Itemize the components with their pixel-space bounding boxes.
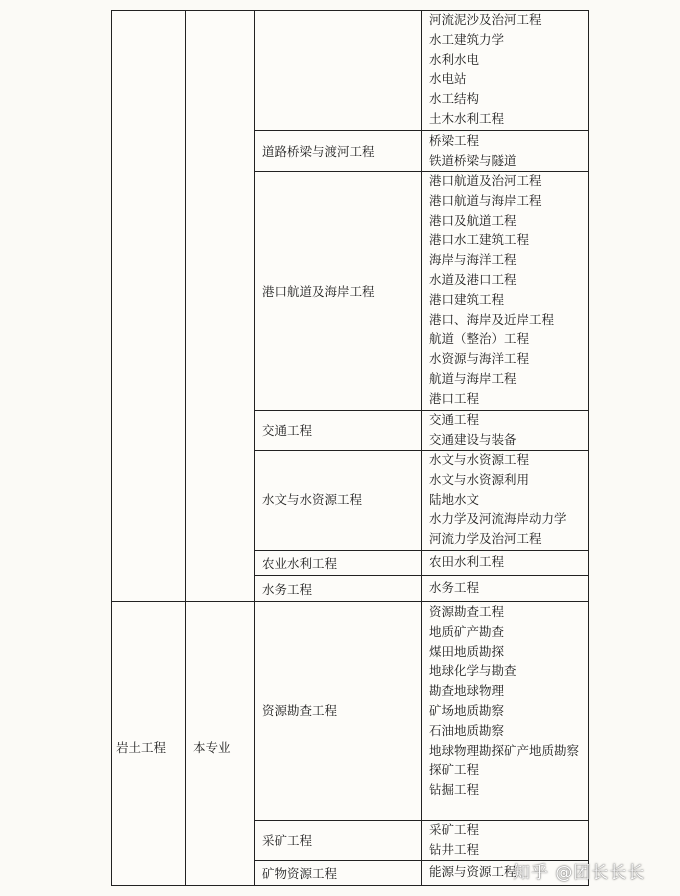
sub-item: 水工结构 <box>429 91 480 107</box>
sub-item: 水力学及河流海岸动力学 <box>429 511 567 527</box>
sub-list <box>429 862 517 882</box>
sub-item: 地球化学与勘查 <box>429 663 517 679</box>
sub-item: 交通建设与装备 <box>429 431 517 447</box>
column-divider <box>254 10 255 886</box>
sub-item: 水务工程 <box>429 580 480 595</box>
sub-list <box>429 552 504 572</box>
sub-item: 航道（整治）工程 <box>429 331 530 347</box>
sub-item: 矿场地质勘察 <box>429 702 505 718</box>
major-cell: 水文与水资源工程 <box>262 492 363 507</box>
sub-item: 港口航道及治河工程 <box>429 173 542 188</box>
sub-list <box>429 450 567 549</box>
major-cell: 港口航道及海岸工程 <box>262 284 375 299</box>
sub-item: 铁道桥梁与隧道 <box>429 152 517 168</box>
sub-item: 勘查地球物理 <box>429 683 505 699</box>
watermark: 知乎 @团长长长 <box>513 863 646 883</box>
row-divider <box>254 820 589 821</box>
sub-item: 水文与水资源工程 <box>429 452 530 467</box>
sub-item: 地质矿产勘查 <box>429 623 505 639</box>
major-cell: 矿物资源工程 <box>262 866 338 881</box>
sub-item: 水文与水资源利用 <box>429 471 530 487</box>
column-divider <box>185 10 186 886</box>
sub-list <box>429 602 579 800</box>
sub-item: 航道与海岸工程 <box>429 370 517 386</box>
sub-item: 河流力学及治河工程 <box>429 531 542 547</box>
row-divider <box>254 130 589 131</box>
sub-list <box>429 131 517 171</box>
major-cell: 采矿工程 <box>262 833 313 848</box>
row-divider <box>254 550 589 551</box>
sub-item: 水电站 <box>429 71 467 87</box>
sub-item: 水资源与海洋工程 <box>429 351 530 367</box>
sub-list <box>429 171 554 409</box>
sub-item: 探矿工程 <box>429 762 480 778</box>
major-cell: 农业水利工程 <box>262 556 338 571</box>
sub-item: 河流泥沙及治河工程 <box>429 12 542 27</box>
sub-item: 交通工程 <box>429 412 480 427</box>
sub-item: 土木水利工程 <box>429 110 505 126</box>
sub-item: 能源与资源工程 <box>429 864 517 879</box>
major-cell: 资源勘查工程 <box>262 703 338 718</box>
sub-item: 海岸与海洋工程 <box>429 252 517 268</box>
sub-list <box>429 578 479 598</box>
sub-list <box>429 10 542 129</box>
row-divider <box>254 410 589 411</box>
sub-item: 采矿工程 <box>429 822 480 837</box>
row-divider <box>254 575 589 576</box>
sub-item: 煤田地质勘探 <box>429 643 505 659</box>
column-divider <box>421 10 422 886</box>
sub-list <box>429 820 479 860</box>
major-cell: 水务工程 <box>262 582 313 597</box>
sub-item: 港口水工建筑工程 <box>429 232 530 248</box>
sub-list <box>429 410 517 450</box>
sub-item: 陆地水文 <box>429 491 480 507</box>
sub-item: 港口建筑工程 <box>429 291 505 307</box>
sub-item: 港口、海岸及近岸工程 <box>429 311 555 327</box>
sub-item: 港口航道与海岸工程 <box>429 192 542 208</box>
sub-item: 钻掘工程 <box>429 782 480 798</box>
sub-item: 水道及港口工程 <box>429 271 517 287</box>
level-cell: 本专业 <box>193 740 231 755</box>
sub-item: 港口及航道工程 <box>429 212 517 228</box>
category-cell: 岩土工程 <box>116 740 167 755</box>
sub-item: 港口工程 <box>429 390 480 406</box>
sub-item: 地球物理勘探矿产地质勘察 <box>429 742 580 758</box>
major-cell: 道路桥梁与渡河工程 <box>262 144 375 159</box>
sub-item: 桥梁工程 <box>429 133 480 148</box>
sub-item: 钻井工程 <box>429 841 480 857</box>
major-cell: 交通工程 <box>262 423 313 438</box>
sub-item: 资源勘查工程 <box>429 604 505 619</box>
sub-item: 石油地质勘察 <box>429 722 505 738</box>
sub-item: 水利水电 <box>429 51 480 67</box>
sub-item: 农田水利工程 <box>429 554 505 569</box>
sub-item: 水工建筑力学 <box>429 31 505 47</box>
